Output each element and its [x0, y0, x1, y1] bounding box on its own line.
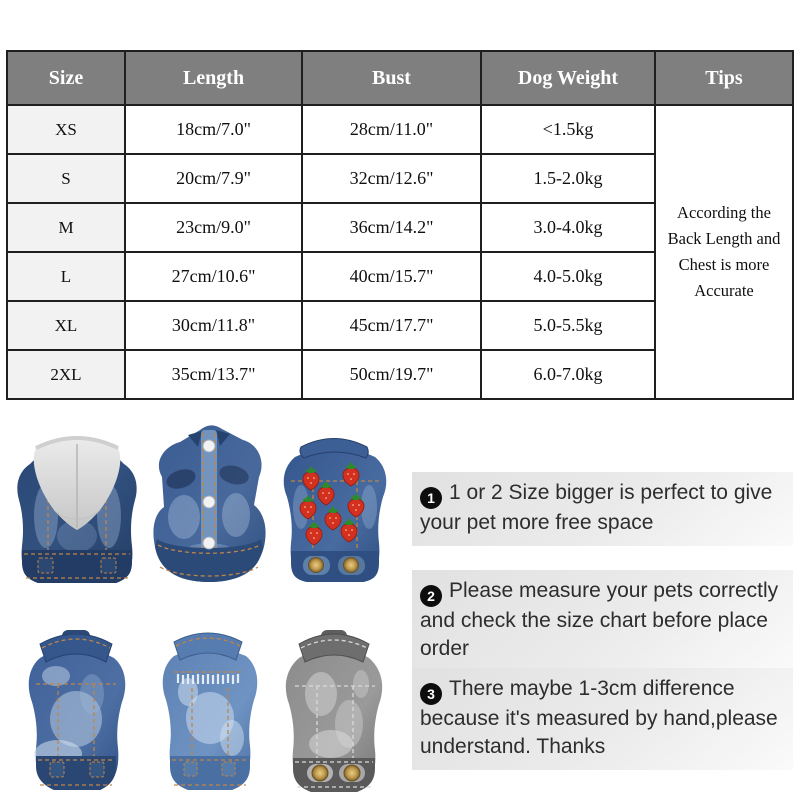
cell-size: M [7, 203, 125, 252]
photo-strawberry-denim-vest [271, 417, 397, 589]
cell-bust: 36cm/14.2" [302, 203, 481, 252]
photo-gray-denim-vest [271, 604, 397, 798]
note-size-bigger [412, 472, 793, 546]
cell-length: 20cm/7.9" [125, 154, 302, 203]
col-header-length: Length [125, 51, 302, 105]
cell-length: 27cm/10.6" [125, 252, 302, 301]
cell-tips: According the Back Length and Chest is more Accurate [655, 105, 793, 399]
note-measure-difference [412, 668, 793, 770]
cell-bust: 40cm/15.7" [302, 252, 481, 301]
note-number-badge: 1 [420, 487, 442, 509]
note-text: Please measure your pets correctly and check the size chart before place order [420, 579, 779, 660]
cell-weight: <1.5kg [481, 105, 655, 154]
cell-size: XS [7, 105, 125, 154]
snap-button [203, 440, 215, 452]
photo-hooded-denim-jacket [8, 412, 146, 590]
col-header-weight: Dog Weight [481, 51, 655, 105]
note-measure-pets [412, 570, 793, 672]
cell-length: 30cm/11.8" [125, 301, 302, 350]
col-header-tips: Tips [655, 51, 793, 105]
cell-size: S [7, 154, 125, 203]
photo-open-denim-jacket [150, 417, 268, 589]
cell-length: 18cm/7.0" [125, 105, 302, 154]
cell-weight: 1.5-2.0kg [481, 154, 655, 203]
cell-size: 2XL [7, 350, 125, 399]
header-row [7, 51, 793, 105]
photo-frayed-denim-vest [148, 608, 268, 796]
cell-bust: 50cm/19.7" [302, 350, 481, 399]
brass-button [309, 558, 324, 573]
brass-button [344, 558, 359, 573]
cell-bust: 45cm/17.7" [302, 301, 481, 350]
cell-length: 23cm/9.0" [125, 203, 302, 252]
col-header-bust: Bust [302, 51, 481, 105]
photo-blue-denim-vest [12, 604, 140, 798]
cell-weight: 4.0-5.0kg [481, 252, 655, 301]
col-header-size: Size [7, 51, 125, 105]
cell-weight: 5.0-5.5kg [481, 301, 655, 350]
snap-button [203, 537, 215, 549]
brass-button [312, 765, 328, 781]
note-text: 1 or 2 Size bigger is perfect to give your pet more free space [420, 481, 773, 534]
table-row-xs [7, 105, 793, 154]
size-chart-table [6, 50, 794, 400]
brass-button [344, 765, 360, 781]
snap-button [203, 496, 215, 508]
cell-bust: 32cm/12.6" [302, 154, 481, 203]
cell-size: L [7, 252, 125, 301]
cell-weight: 6.0-7.0kg [481, 350, 655, 399]
cell-size: XL [7, 301, 125, 350]
note-number-badge: 2 [420, 585, 442, 607]
cell-length: 35cm/13.7" [125, 350, 302, 399]
cell-bust: 28cm/11.0" [302, 105, 481, 154]
cell-weight: 3.0-4.0kg [481, 203, 655, 252]
note-text: There maybe 1-3cm difference because it's measured by hand,please understand. Thanks [420, 677, 778, 758]
note-number-badge: 3 [420, 683, 442, 705]
